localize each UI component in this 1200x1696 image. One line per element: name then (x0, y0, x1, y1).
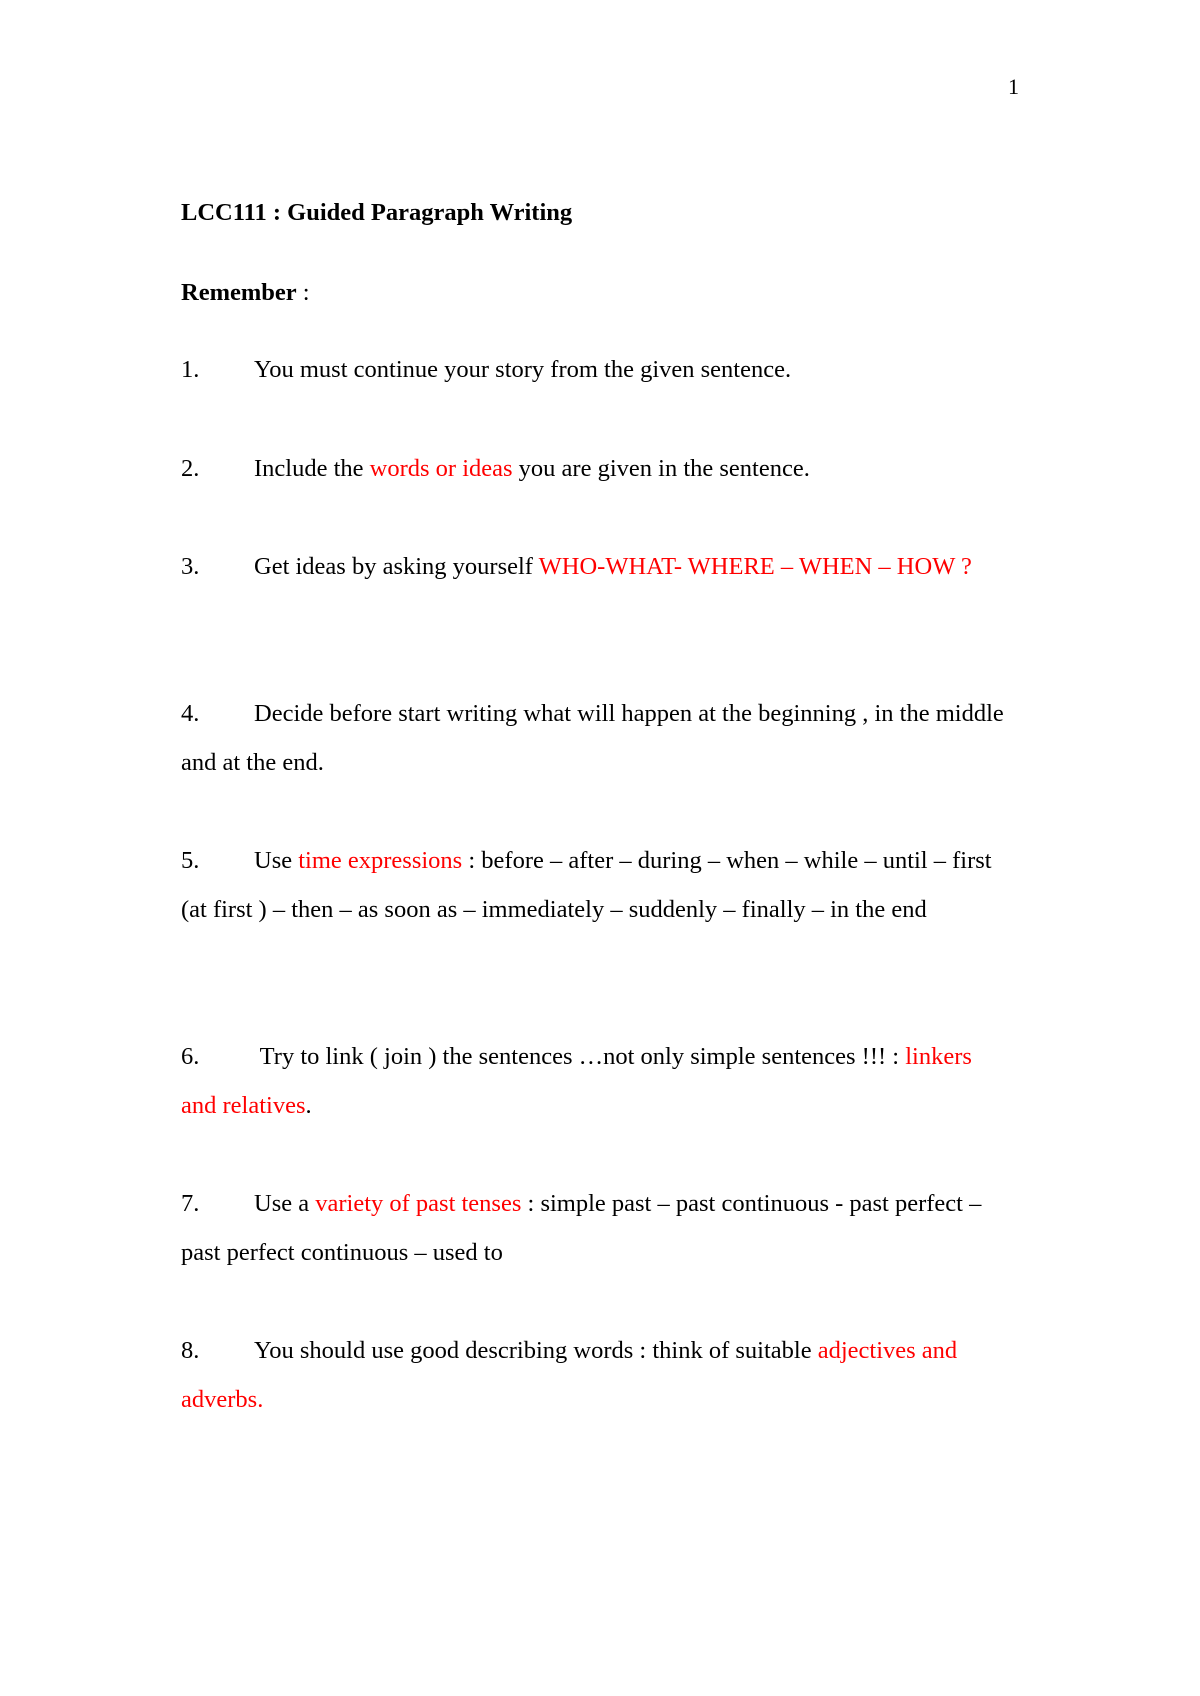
remember-colon: : (296, 279, 310, 306)
list-item (181, 1032, 1011, 1130)
highlighted-text: words or ideas (369, 455, 513, 482)
list-item (181, 542, 1011, 591)
list-item (181, 689, 1011, 787)
list-item-text: Use (254, 847, 299, 874)
list-item-number: 6. (181, 1043, 200, 1070)
list-item-text: You should use good describing words : think of suitable (254, 1337, 818, 1364)
list-item-text: : simple past – past continuous - past perfect – past perfect continuous – used to (181, 1190, 982, 1266)
list-item-number: 3. (181, 553, 200, 580)
list-item (181, 1179, 1011, 1277)
list-item-number: 8. (181, 1337, 200, 1364)
highlighted-text: adjectives and adverbs. (181, 1337, 958, 1413)
list-item-text: Include the (254, 455, 370, 482)
list-item (181, 444, 1011, 493)
highlighted-text: time expressions (298, 847, 463, 874)
list-item-text: : before – after – during – when – while – until – first (at first ) – then – as soon as – immediately – suddenly – finally – in the end (181, 847, 992, 923)
list-item-number: 5. (181, 847, 200, 874)
list-item-text: you are given in the sentence. (512, 455, 810, 482)
list-item-text: Try to link ( join ) the sentences …not only simple sentences !!! : (254, 1043, 906, 1070)
list-item-text: . (305, 1092, 312, 1119)
list-item-number: 4. (181, 700, 200, 727)
remember-label: Remember (181, 279, 297, 306)
highlighted-text: WHO-WHAT- WHERE – WHEN – HOW ? (538, 553, 972, 580)
list-item-number: 7. (181, 1190, 200, 1217)
highlighted-text: variety of past tenses (315, 1190, 522, 1217)
list-item (181, 1326, 1011, 1424)
document-body (181, 196, 1011, 1413)
page-number: 1 (1008, 74, 1019, 99)
document-title: LCC111 : Guided Paragraph Writing (181, 199, 573, 226)
list-item-number: 1. (181, 356, 200, 383)
highlighted-text: linkers and relatives (181, 1043, 972, 1119)
list-item (181, 836, 1011, 934)
list-item-number: 2. (181, 455, 200, 482)
list-item-text: Decide before start writing what will happen at the beginning , in the middle and at the end. (181, 700, 1004, 776)
remember-heading (181, 276, 1011, 310)
list-item-text: You must continue your story from the given sentence. (254, 356, 792, 383)
list-item-text: Use a (254, 1190, 316, 1217)
list-item (181, 345, 1011, 394)
list-item-text: Get ideas by asking yourself (254, 553, 539, 580)
